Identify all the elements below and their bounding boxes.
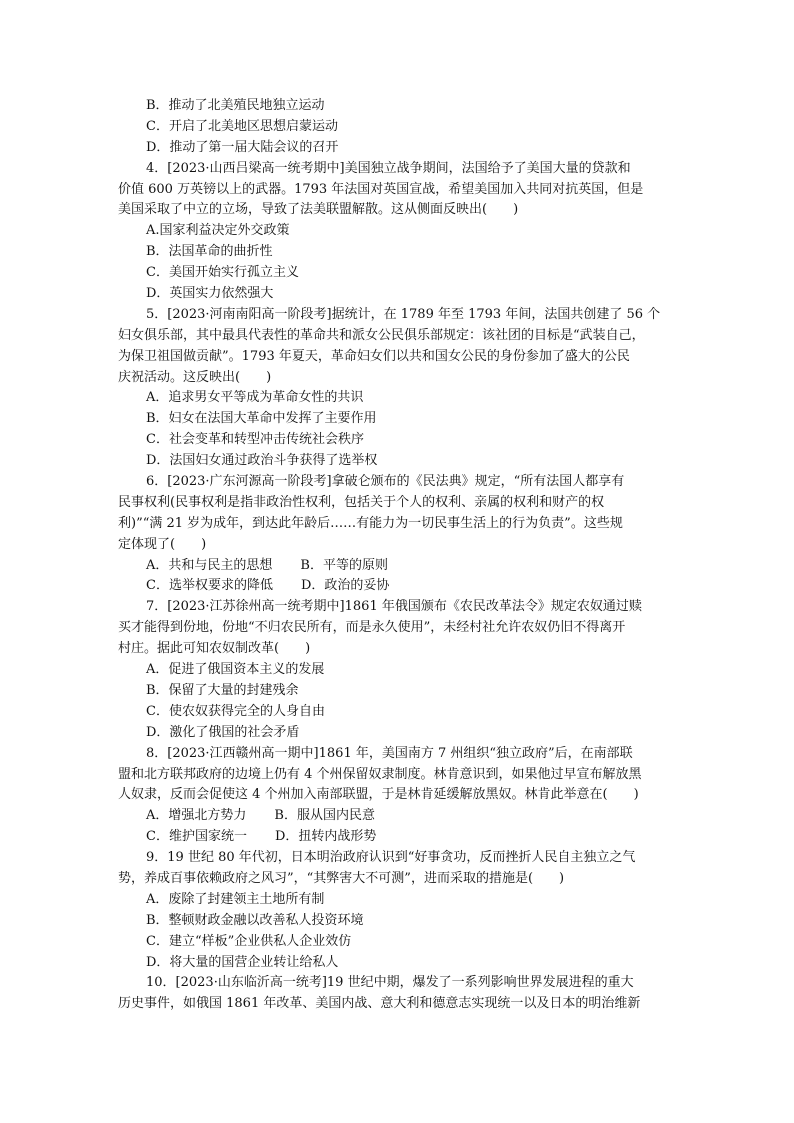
q6-stem-line-2: 民事权利(民事权利是指非政治性权利，包括关于个人的权利、亲属的权利和财产的权 <box>118 494 605 510</box>
q8-stem-line-3: 人奴隶，反而会促使这 4 个州加入南部联盟，于是林肯延缓解放黑奴。林肯此举意在( ) <box>118 787 639 803</box>
q8-option-d: D．扭转内战形势 <box>274 829 377 845</box>
q4-option-b: B．法国革命的曲折性 <box>146 244 273 260</box>
q7-stem-line-2: 买才能得到份地，份地“不归农民所有，而是永久使用”，未经村社允许农奴仍旧不得离开 <box>118 620 626 636</box>
q7-option-a: A．促进了俄国资本主义的发展 <box>146 662 325 678</box>
q6-option-b: B．平等的原则 <box>300 557 388 573</box>
q7-option-d: D．激化了俄国的社会矛盾 <box>146 724 300 740</box>
q4-option-c: C．美国开始实行孤立主义 <box>146 265 299 281</box>
q3-option-c: C．开启了北美地区思想启蒙运动 <box>146 118 338 134</box>
q8-option-a: A．增强北方势力 <box>146 808 247 824</box>
q9-option-d: D．将大量的国营企业转让给私人 <box>146 954 339 970</box>
q6-stem-line-3: 利)”“满 21 岁为成年，到达此年龄后……有能力为一切民事生活上的行为负责”。这些规 <box>118 515 623 531</box>
q9-option-b: B．整顿财政金融以改善私人投资环境 <box>146 912 364 928</box>
q4-stem-line-3: 美国采取了中立的立场，导致了法美联盟解散。这从侧面反映出( ) <box>118 202 519 218</box>
q6-option-d: D．政治的妥协 <box>300 578 390 594</box>
q8-stem-line-1: 8．[2023·江西赣州高一期中]1861 年，美国南方 7 州组织“独立政府”后，在南部联 <box>146 745 633 761</box>
q9-stem-line-2: 势，养成百事依赖政府之风习”，“其弊害大不可测”，进而采取的措施是( ) <box>118 870 565 886</box>
q5-option-c: C．社会变革和转型冲击传统社会秩序 <box>146 432 364 448</box>
q9-stem-line-1: 9．19 世纪 80 年代初，日本明治政府认识到“好事贪功，反而挫折人民自主独立之气 <box>146 850 636 866</box>
q6-options-row-1 <box>118 556 680 577</box>
q5-stem-line-3: 为保卫祖国做贡献”。1793 年夏天，革命妇女们以共和国女公民的身份参加了盛大的公民 <box>118 348 630 364</box>
q5-stem-line-4: 庆祝活动。这反映出( ) <box>118 369 272 385</box>
exam-page <box>118 96 680 1015</box>
q8-option-c: C．维护国家统一 <box>146 829 247 845</box>
q5-stem-line-2: 妇女俱乐部，其中最具代表性的革命共和派女公民俱乐部规定：该社团的目标是“武装自己， <box>118 327 645 343</box>
q5-option-d: D．法国妇女通过政治斗争获得了选举权 <box>146 453 378 469</box>
q5-option-b: B．妇女在法国大革命中发挥了主要作用 <box>146 411 377 427</box>
q6-option-c: C．选举权要求的降低 <box>146 578 273 594</box>
q5-stem-line-1: 5．[2023·河南南阳高一阶段考]据统计，在 1789 年至 1793 年间，法国共创建了 56 个 <box>146 306 661 322</box>
q8-options-row-2 <box>118 827 680 848</box>
q7-option-b: B．保留了大量的封建残余 <box>146 682 299 698</box>
q6-stem-line-1: 6．[2023·广东河源高一阶段考]拿破仑颁布的《民法典》规定，“所有法国人都享有 <box>146 474 625 490</box>
q6-options-row-2 <box>118 576 680 597</box>
q8-option-b: B．服从国内民意 <box>274 808 375 824</box>
q7-option-c: C．使农奴获得完全的人身自由 <box>146 703 325 719</box>
q4-stem-line-2: 价值 600 万英镑以上的武器。1793 年法国对英国宣战，希望美国加入共同对抗英国，但是 <box>118 181 644 197</box>
q9-option-a: A．废除了封建领主土地所有制 <box>146 891 325 907</box>
q7-stem-line-1: 7．[2023·江苏徐州高一统考期中]1861 年俄国颁布《农民改革法令》规定农奴通过赎 <box>146 599 642 615</box>
q8-options-row-1 <box>118 806 680 827</box>
q10-stem-line-2: 历史事件，如俄国 1861 年改革、美国内战、意大利和德意志实现统一以及日本的明治维新 <box>118 996 641 1012</box>
q4-option-a: A.国家利益决定外交政策 <box>146 223 290 239</box>
q4-option-d: D．英国实力依然强大 <box>146 286 274 302</box>
q6-stem-line-4: 定体现了( ) <box>118 536 207 552</box>
q8-stem-line-2: 盟和北方联邦政府的边境上仍有 4 个州保留奴隶制度。林肯意识到，如果他过早宣布解放黑 <box>118 766 642 782</box>
q10-stem-line-1: 10．[2023·山东临沂高一统考]19 世纪中期，爆发了一系列影响世界发展进程的重大 <box>146 975 634 991</box>
q3-option-b: B．推动了北美殖民地独立运动 <box>146 98 325 113</box>
q4-stem-line-1: 4．[2023·山西吕梁高一统考期中]美国独立战争期间，法国给予了美国大量的贷款和 <box>146 160 631 176</box>
q6-option-a: A．共和与民主的思想 <box>146 557 273 573</box>
q7-stem-line-3: 村庄。据此可知农奴制改革( ) <box>118 641 311 657</box>
q3-option-d: D．推动了第一届大陆会议的召开 <box>146 139 339 155</box>
q9-option-c: C．建立“样板”企业供私人企业效仿 <box>146 933 352 949</box>
q5-option-a: A．追求男女平等成为革命女性的共识 <box>146 390 364 406</box>
